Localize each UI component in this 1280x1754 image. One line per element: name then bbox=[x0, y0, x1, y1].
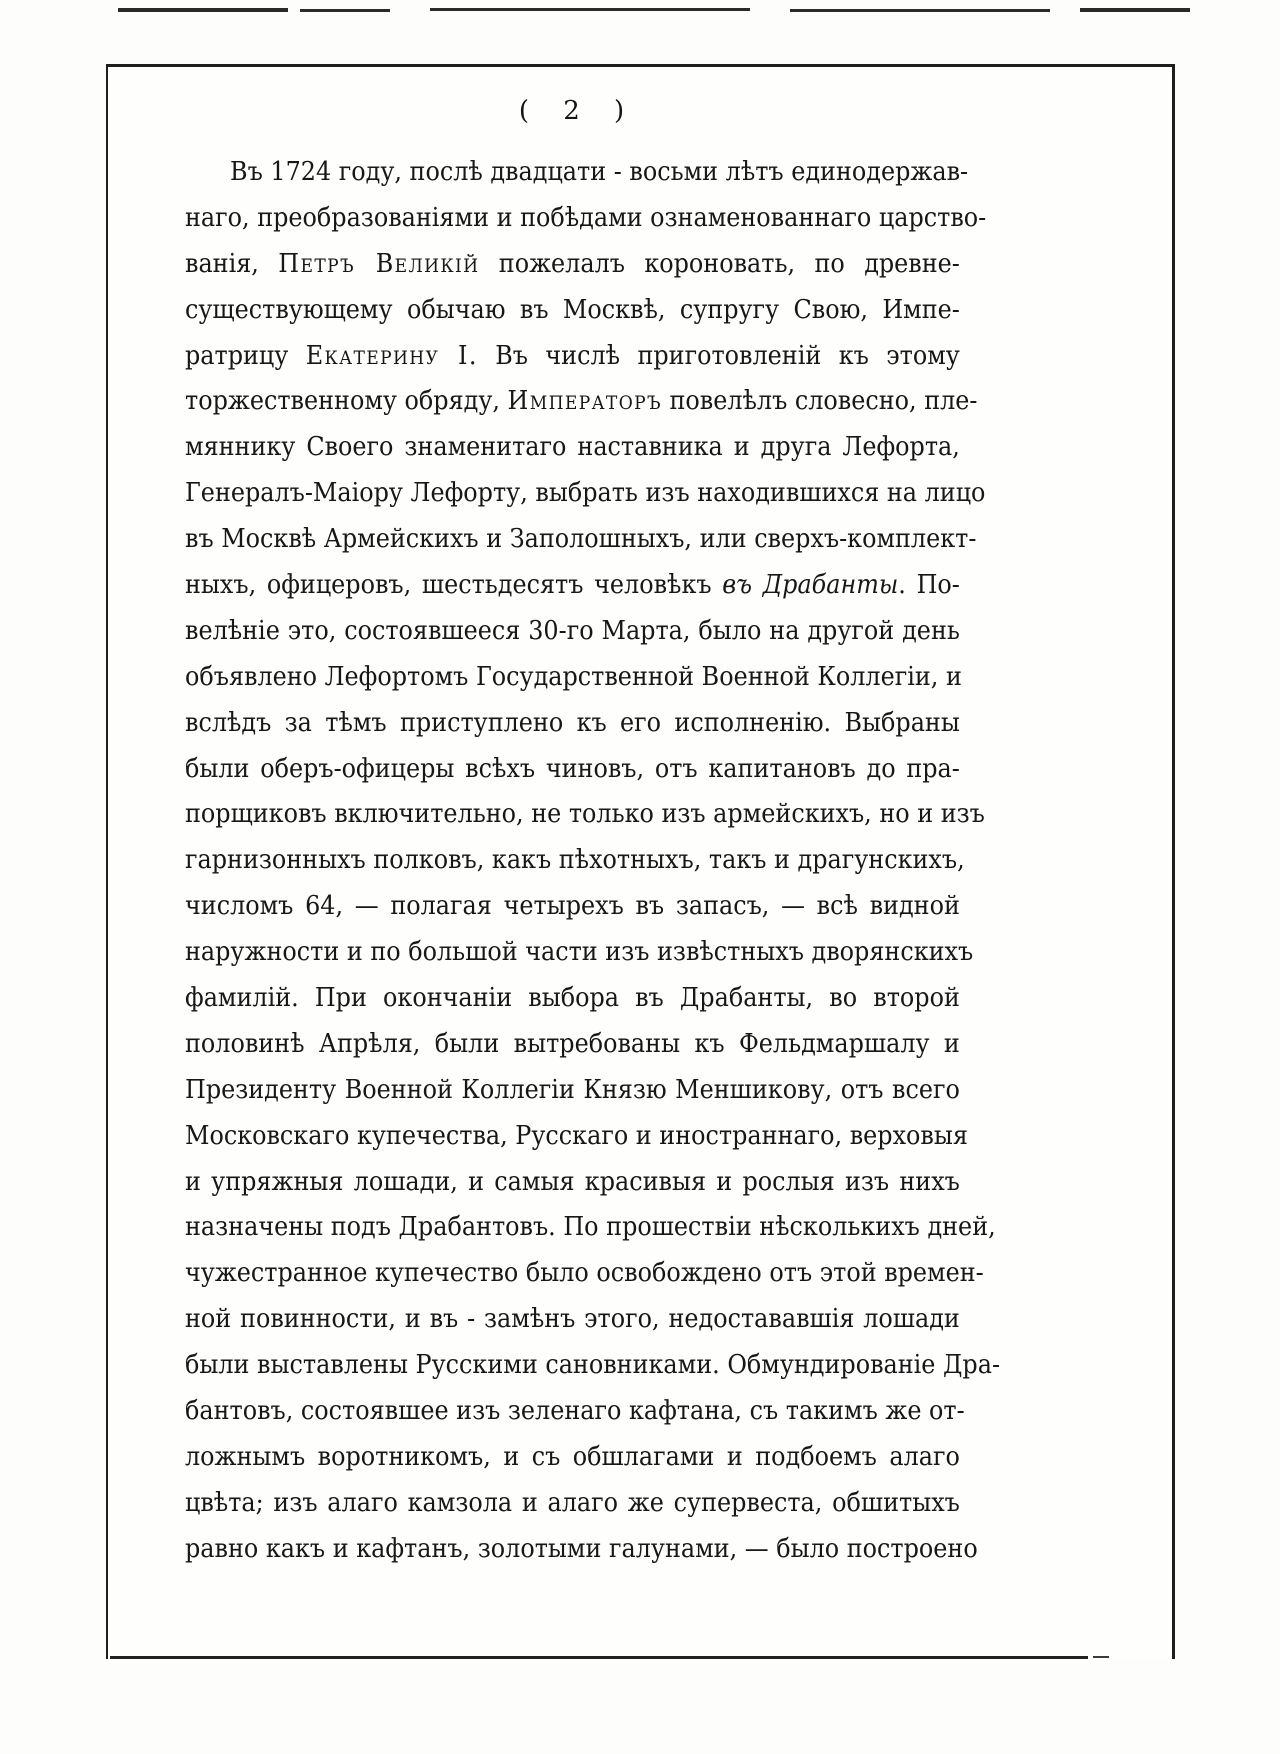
text-line bbox=[185, 1204, 996, 1250]
text-run: ванія, bbox=[185, 247, 279, 279]
text-run: велѣніе это, состоявшееся 30-го Марта, было на другой день bbox=[185, 614, 960, 646]
smallcaps-name: Императоръ bbox=[507, 385, 662, 417]
text-run: равно какъ и кафтанъ, золотыми галунами, — было построено bbox=[185, 1532, 978, 1564]
text-line bbox=[185, 883, 960, 929]
text-run: ныхъ, офицеровъ, шестьдесятъ человѣкъ bbox=[185, 569, 723, 601]
italic-phrase: въ Драбанты bbox=[722, 569, 899, 601]
text-line bbox=[185, 654, 960, 700]
text-run: Генералъ-Маіору Лефорту, выбрать изъ находившихся на лицо bbox=[185, 477, 986, 509]
text-line bbox=[185, 1526, 978, 1572]
text-run: и упряжныя лошади, и самыя красивыя и рослыя изъ нихъ bbox=[185, 1165, 960, 1197]
text-line bbox=[185, 1021, 960, 1067]
text-run: пожелалъ короновать, по древне- bbox=[479, 247, 960, 279]
text-run: ратрицу bbox=[185, 339, 306, 371]
text-line bbox=[185, 378, 978, 424]
text-line bbox=[185, 195, 987, 241]
body-text-block bbox=[185, 149, 1001, 1572]
text-line bbox=[185, 700, 960, 746]
text-run: цвѣта; изъ алаго камзола и алаго же супервеста, обшитыхъ bbox=[185, 1486, 960, 1518]
text-line bbox=[185, 791, 985, 837]
text-line bbox=[185, 975, 960, 1021]
text-line bbox=[185, 608, 960, 654]
bottom-rule-tail bbox=[1093, 1656, 1109, 1658]
text-line bbox=[185, 333, 960, 379]
text-run: половинѣ Апрѣля, были вытребованы къ Фельдмаршалу и bbox=[185, 1027, 960, 1059]
text-run: числомъ 64, — полагая четырехъ въ запасъ, — всѣ видной bbox=[185, 890, 960, 922]
text-run: Московскаго купечества, Русскаго и иностраннаго, верховыя bbox=[185, 1119, 968, 1151]
smallcaps-name: Екатерину I. bbox=[305, 339, 478, 371]
text-run: торжественному обряду, bbox=[185, 385, 508, 417]
text-run: вслѣдъ за тѣмъ приступлено къ его исполненію. Выбраны bbox=[185, 706, 960, 738]
text-line bbox=[185, 149, 969, 195]
text-line bbox=[185, 287, 960, 333]
text-run: въ Москвѣ Армейскихъ и Заполошныхъ, или сверхъ-комплект- bbox=[185, 523, 977, 555]
text-line bbox=[185, 1434, 960, 1480]
text-line bbox=[185, 516, 977, 562]
text-line bbox=[185, 562, 960, 608]
text-run: фамилій. При окончаніи выбора въ Драбанты, во второй bbox=[185, 982, 960, 1014]
text-run: были оберъ-офицеры всѣхъ чиновъ, отъ капитановъ до пра- bbox=[185, 752, 960, 784]
text-line bbox=[185, 241, 960, 287]
scan-edge-artifact bbox=[300, 9, 390, 12]
body-text-lines bbox=[185, 149, 1001, 1572]
scan-edge-artifact bbox=[430, 8, 750, 11]
text-run: мяннику Своего знаменитаго наставника и друга Лефорта, bbox=[185, 431, 960, 463]
text-run: Въ 1724 году, послѣ двадцати - восьми лѣтъ единодержав- bbox=[230, 156, 969, 187]
text-run: существующему обычаю въ Москвѣ, супругу Свою, Импе- bbox=[185, 293, 960, 325]
scan-edge-artifact bbox=[1080, 8, 1190, 12]
text-run: . По- bbox=[898, 569, 960, 601]
text-line bbox=[185, 1480, 960, 1526]
text-run: наго, преобразованіями и побѣдами ознаменованнаго царство- bbox=[185, 201, 987, 233]
text-run: порщиковъ включительно, не только изъ армейскихъ, но и изъ bbox=[185, 798, 985, 830]
text-run: бантовъ, состоявшее изъ зеленаго кафтана, съ такимъ же от- bbox=[185, 1395, 965, 1427]
text-run: ной повинности, и въ - замѣнъ этого, недостававшія лошади bbox=[185, 1303, 960, 1335]
text-line bbox=[185, 1388, 965, 1434]
text-run: были выставлены Русскими сановниками. Обмундированіе Дра- bbox=[185, 1349, 1001, 1381]
text-run: объявлено Лефортомъ Государственной Военной Коллегіи, и bbox=[185, 660, 962, 692]
text-run: Президенту Военной Коллегіи Князю Меншикову, отъ всего bbox=[185, 1073, 960, 1105]
scan-edge-artifact bbox=[118, 8, 288, 12]
text-line bbox=[185, 470, 986, 516]
text-line bbox=[185, 1159, 960, 1205]
text-line bbox=[185, 1067, 960, 1113]
text-line bbox=[185, 1113, 968, 1159]
text-run: чужестранное купечество было освобождено отъ этой времен- bbox=[185, 1257, 984, 1289]
text-run: наружности и по большой части изъ извѣстныхъ дворянскихъ bbox=[185, 936, 974, 968]
page-number: ( 2 ) bbox=[518, 96, 627, 126]
scan-edge-artifact bbox=[790, 9, 1050, 12]
text-run: гарнизонныхъ полковъ, какъ пѣхотныхъ, такъ и драгунскихъ, bbox=[185, 844, 965, 876]
bottom-rule bbox=[110, 1656, 1088, 1659]
text-line bbox=[185, 746, 960, 792]
text-line bbox=[185, 837, 965, 883]
smallcaps-name: Петръ Великій bbox=[278, 247, 480, 279]
text-line bbox=[185, 1250, 984, 1296]
text-run: назначены подъ Драбантовъ. По прошествіи нѣсколькихъ дней, bbox=[185, 1211, 996, 1243]
text-run: Въ числѣ приготовленій къ этому bbox=[477, 339, 960, 371]
text-line bbox=[185, 1296, 960, 1342]
text-line bbox=[185, 1342, 1001, 1388]
text-line bbox=[185, 424, 960, 470]
text-run: повелѣлъ словесно, пле- bbox=[661, 385, 978, 417]
text-run: ложнымъ воротникомъ, и съ обшлагами и подбоемъ алаго bbox=[185, 1440, 960, 1472]
text-line bbox=[185, 929, 974, 975]
